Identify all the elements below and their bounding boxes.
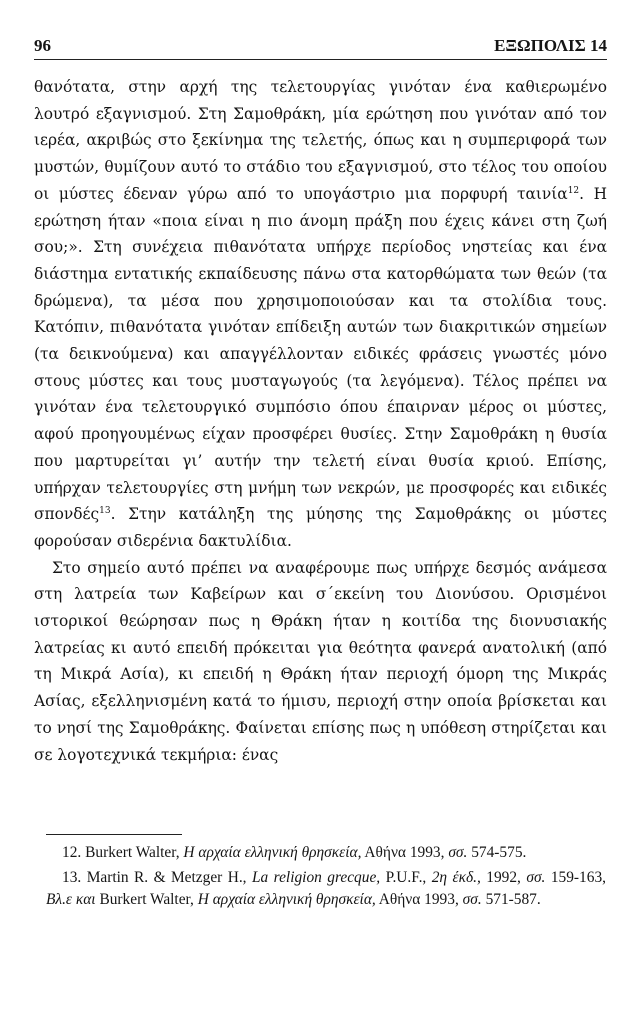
footnote-ref-13: 13	[99, 506, 111, 517]
paragraph-1-part-b: . Η ερώτηση ήταν «ποια είναι η πιο άνομη πράξη που έχεις κάνει στη ζωή σου;». Στη συνέχεια πιθανότατα υπήρχε περίοδος νηστείας και ένα διάστημα εντατικής εκπαίδευσης πάνω στα κατορθώματα των θεών (τα δρώμενα), τα μέσα που χρησιμοποιούσαν και τα στολίδια τους. Κατόπιν, πιθανότατα γινόταν επίδειξη αυτών των διακριτικών σημείων (τα δεικνούμενα) και απαγγέλλονταν ειδικές φράσεις γνωστές μόνο στους μύστες και τους μυσταγωγούς (τα λεγόμενα). Τέλος πρέπει να γινόταν ένα τελετουργικό συμπόσιο όπου έπαιρναν μέρος οι μύστες, αφού προηγουμένως είχαν προσφέρει θυσίες. Στην Σαμοθράκη η θυσία που μαρτυρείται γι’ αυτήν την τελετή είναι θυσία κριού. Επίσης, υπήρχαν τελετουργίες στη μνήμη των νεκρών, με προσφορές και ειδικές σπονδές	[34, 184, 607, 524]
book-page	[34, 36, 607, 768]
footnote-divider	[46, 834, 182, 835]
footnote-12: 12. Burkert Walter, Η αρχαία ελληνική θρησκεία, Αθήνα 1993, σσ. 574-575.	[62, 844, 527, 861]
running-header	[34, 36, 607, 60]
paragraph-2: Στο σημείο αυτό πρέπει να αναφέρουμε πως υπήρχε δεσμός ανάμεσα στη λατρεία των Καβείρων και σ΄εκείνη του Διονύσου. Ορισμένοι ιστορικοί θεώρησαν πως η Θράκη ήταν η κοιτίδα της διονυσιακής λατρείας κι αυτό επειδή πρόκειται για θεότητα φανερά ανατολική (από τη Μικρά Ασία), κι επειδή η Θράκη ήταν περιοχή όμορη της Μικράς Ασίας, εξελληνισμένη κατά το ήμισυ, περιοχή στην οποία βρίσκεται και το νησί της Σαμοθράκης. Φαίνεται επίσης πως η υπόθεση στηρίζεται και σε λογοτεχνικά τεκμήρια: ένας	[34, 558, 607, 764]
main-text	[34, 74, 607, 768]
running-title: ΕΞΩΠΟΛΙΣ 14	[494, 36, 607, 55]
paragraph-1	[34, 74, 607, 555]
footnote-ref-12: 12	[567, 185, 580, 196]
footnote-13: 13. Martin R. & Metzger H., La religion grecque, P.U.F., 2η έκδ., 1992, σσ. 159-163, Βλ.ε και Burkert Walter, Η αρχαία ελληνική θρησκεία, Αθήνα 1993, σσ. 571-587.	[46, 868, 606, 908]
footnotes	[46, 842, 606, 914]
paragraph-1-part-c: . Στην κατάληξη της μύησης της Σαμοθράκης οι μύστες φορούσαν σιδερένια δακτυλίδια.	[34, 505, 607, 550]
paragraph-1-part-a: θανότατα, στην αρχή της τελετουργίας γινόταν ένα καθιερωμένο λουτρό εξαγνισμού. Στη Σαμοθράκη, μία ερώτηση που γινόταν από τον ιερέα, ακριβώς στο ξεκίνημα της τελετής, όπως και η συμπεριφορά των μυστών, θυμίζουν αυτό το στάδιο του εξαγνισμού, στο τέλος του οποίου οι μύστες έδεναν γύρω από το υπογάστριο μια πορφυρή ταινία	[34, 78, 607, 203]
page-number: 96	[34, 36, 51, 55]
